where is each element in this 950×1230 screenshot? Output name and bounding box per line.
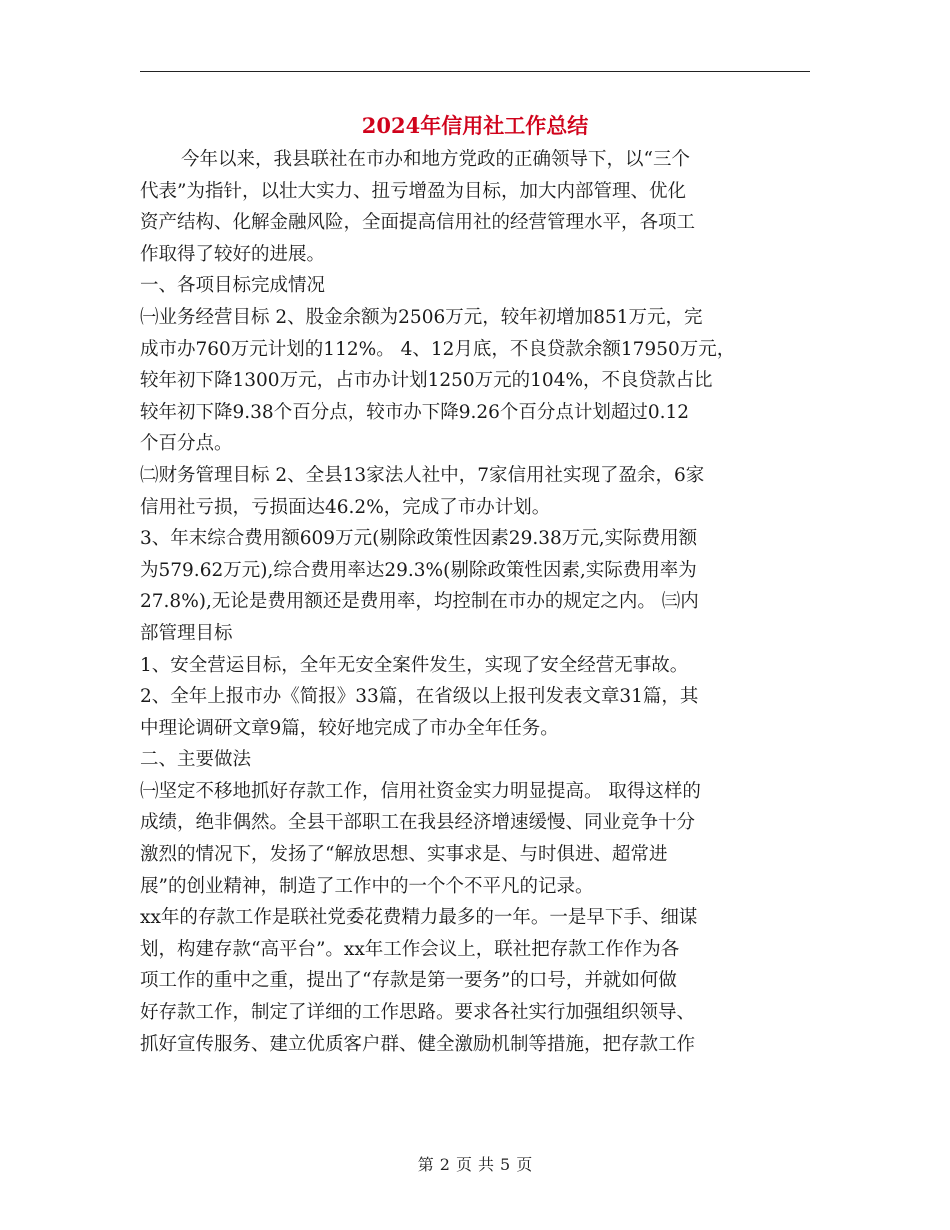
footer-page-label: 页 <box>455 1155 472 1174</box>
section-heading: 一、各项目标完成情况 <box>140 275 326 297</box>
body-line: 项工作的重中之重，提出了“存款是第一要务”的口号，并就如何做 <box>140 970 677 992</box>
body-line: 成市办760万元计划的112%。 4、12月底，不良贷款余额17950万元， <box>140 338 736 360</box>
body-line: 个百分点。 <box>140 433 233 455</box>
body-line: 3、年末综合费用额609万元(剔除政策性因素29.38万元,实际费用额 <box>140 528 698 550</box>
footer-prefix: 第 <box>417 1155 434 1174</box>
body-line: 为579.62万元),综合费用率达29.3%(剔除政策性因素,实际费用率为 <box>140 559 697 581</box>
body-line: 划，构建存款“高平台”。xx年工作会议上，联社把存款工作作为各 <box>140 938 680 960</box>
body-line: 中理论调研文章9篇，较好地完成了市办全年任务。 <box>140 717 559 739</box>
body-line: 27.8%),无论是费用额还是费用率，均控制在市办的规定之内。 ㈢内 <box>140 591 699 613</box>
body-line: 部管理目标 <box>140 622 233 644</box>
body-line: 代表”为指针，以壮大实力、扭亏增盈为目标，加大内部管理、优化 <box>140 180 686 202</box>
body-line: xx年的存款工作是联社党委花费精力最多的一年。一是早下手、细谋 <box>140 907 698 929</box>
body-line: 抓好宣传服务、建立优质客户群、健全激励机制等措施，把存款工作 <box>140 1033 696 1055</box>
body-line: 2、全年上报市办《简报》33篇，在省级以上报刊发表文章31篇，其 <box>140 686 699 708</box>
body-line: 较年初下降1300万元，占市办计划1250万元的104%，不良贷款占比 <box>140 370 713 392</box>
document-title: 2024年信用社工作总结 <box>361 113 589 138</box>
header-rule <box>140 71 810 72</box>
body-line: ㈠业务经营目标 2、股金余额为2506万元，较年初增加851万元，完 <box>140 306 703 328</box>
body-line: ㈡财务管理目标 2、全县13家法人社中，7家信用社实现了盈余，6家 <box>140 464 705 486</box>
footer-suffix: 页 <box>516 1155 533 1174</box>
document-body <box>140 144 810 1060</box>
body-line: 资产结构、化解金融风险，全面提高信用社的经营管理水平，各项工 <box>140 212 696 234</box>
body-line: 作取得了较好的进展。 <box>140 243 326 265</box>
footer-total-label: 共 <box>478 1155 495 1174</box>
page-footer <box>0 1152 950 1175</box>
body-line: 今年以来，我县联社在市办和地方党政的正确领导下，以“三个 <box>181 149 690 170</box>
body-line: 1、安全营运目标，全年无安全案件发生，实现了安全经营无事故。 <box>140 654 689 676</box>
body-line: 好存款工作，制定了详细的工作思路。要求各社实行加强组织领导、 <box>140 1002 696 1024</box>
body-line: 较年初下降9.38个百分点，较市办下降9.26个百分点计划超过0.12 <box>140 401 690 423</box>
body-line: 成绩，绝非偶然。全县干部职工在我县经济增速缓慢、同业竞争十分 <box>140 812 696 834</box>
footer-page-number: 2 <box>439 1155 450 1174</box>
body-line: 激烈的情况下，发扬了“解放思想、实事求是、与时俱进、超常进 <box>140 844 668 866</box>
body-line: ㈠坚定不移地抓好存款工作，信用社资金实力明显提高。 取得这样的 <box>140 780 701 802</box>
body-line: 展”的创业精神，制造了工作中的一个个不平凡的记录。 <box>140 875 594 897</box>
footer-total-pages: 5 <box>500 1155 511 1174</box>
section-heading: 二、主要做法 <box>140 749 252 771</box>
body-line: 信用社亏损，亏损面达46.2%，完成了市办计划。 <box>140 496 551 518</box>
